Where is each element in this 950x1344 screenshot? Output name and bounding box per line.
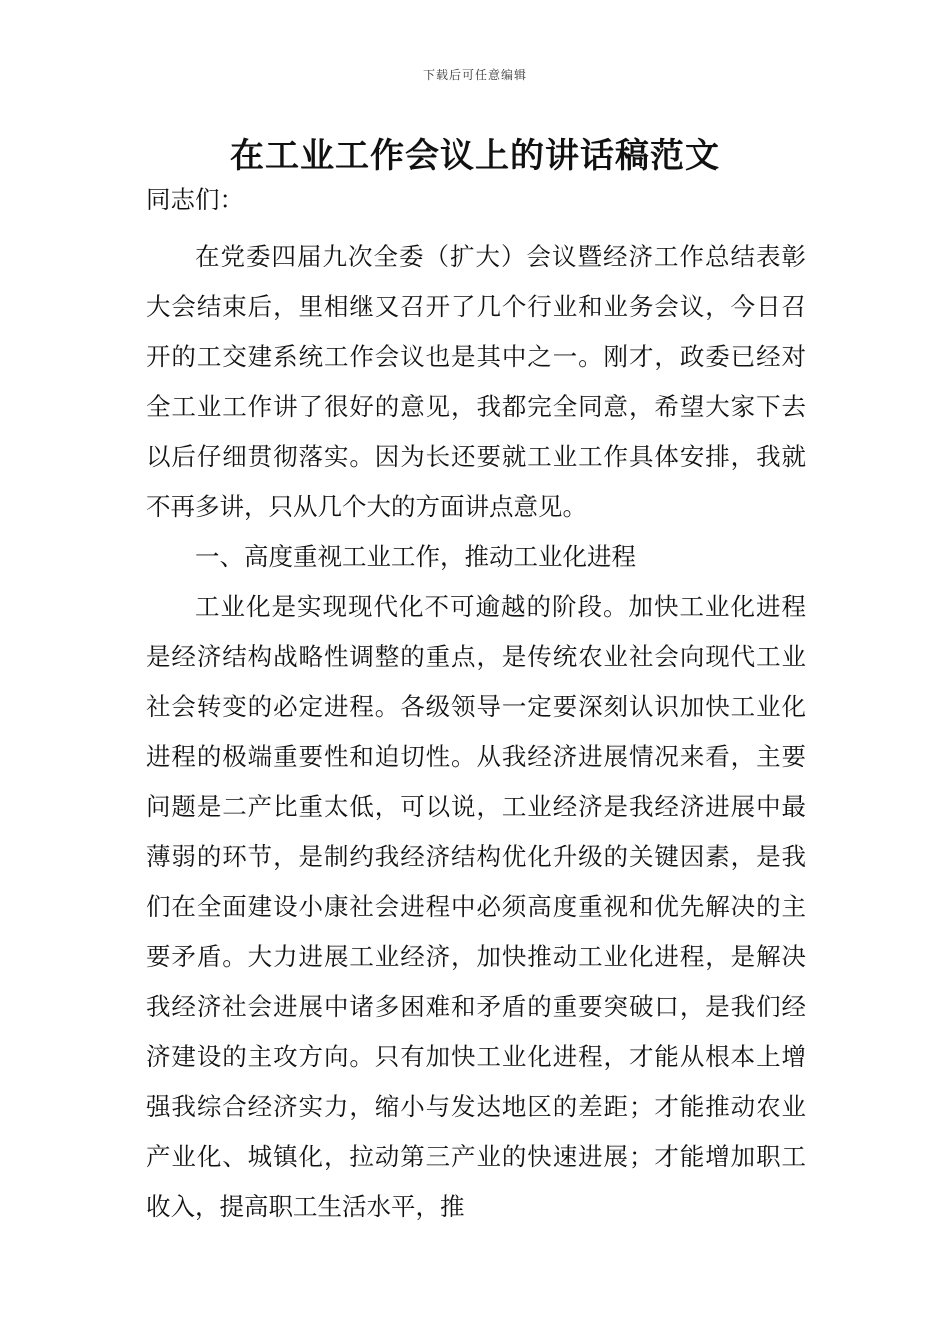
section-heading-1: 一、高度重视工业工作，推动工业化进程: [195, 542, 636, 571]
paragraph-industrialization: 工业化是实现现代化不可逾越的阶段。加快工业化进程是经济结构战略性调整的重点，是传统农业社会向现代工业社会转变的必定进程。各级领导一定要深刻认识加快工业化进程的极端重要性和迫切性。从我经济进展情况来看，主要问题是二产比重太低，可以说，工业经济是我经济进展中最薄弱的环节，是制约我经济结构优化升级的关键因素，是我们在全面建设小康社会进程中必须高度重视和优先解决的主要矛盾。大力进展工业经济，加快推动工业化进程，是解决我经济社会进展中诸多困难和矛盾的重要突破口，是我们经济建设的主攻方向。只有加快工业化进程，才能从根本上增强我综合经济实力，缩小与发达地区的差距；才能推动农业产业化、城镇化，拉动第三产业的快速进展；才能增加职工收入，提高职工生活水平，推: [146, 592, 806, 1221]
salutation: 同志们：: [146, 185, 244, 214]
header-note: 下载后可任意编辑: [422, 68, 527, 82]
paragraph-intro: 在党委四届九次全委（扩大）会议暨经济工作总结表彰大会结束后，里相继又召开了几个行业和业务会议，今日召开的工交建系统工作会议也是其中之一。刚才，政委已经对全工业工作讲了很好的意见，我都完全同意，希望大家下去以后仔细贯彻落实。因为长还要就工业工作具体安排，我就不再多讲，只从几个大的方面讲点意见。: [146, 242, 806, 521]
document-body: [146, 180, 806, 1232]
document-title: 在工业工作会议上的讲话稿范文: [230, 136, 720, 176]
